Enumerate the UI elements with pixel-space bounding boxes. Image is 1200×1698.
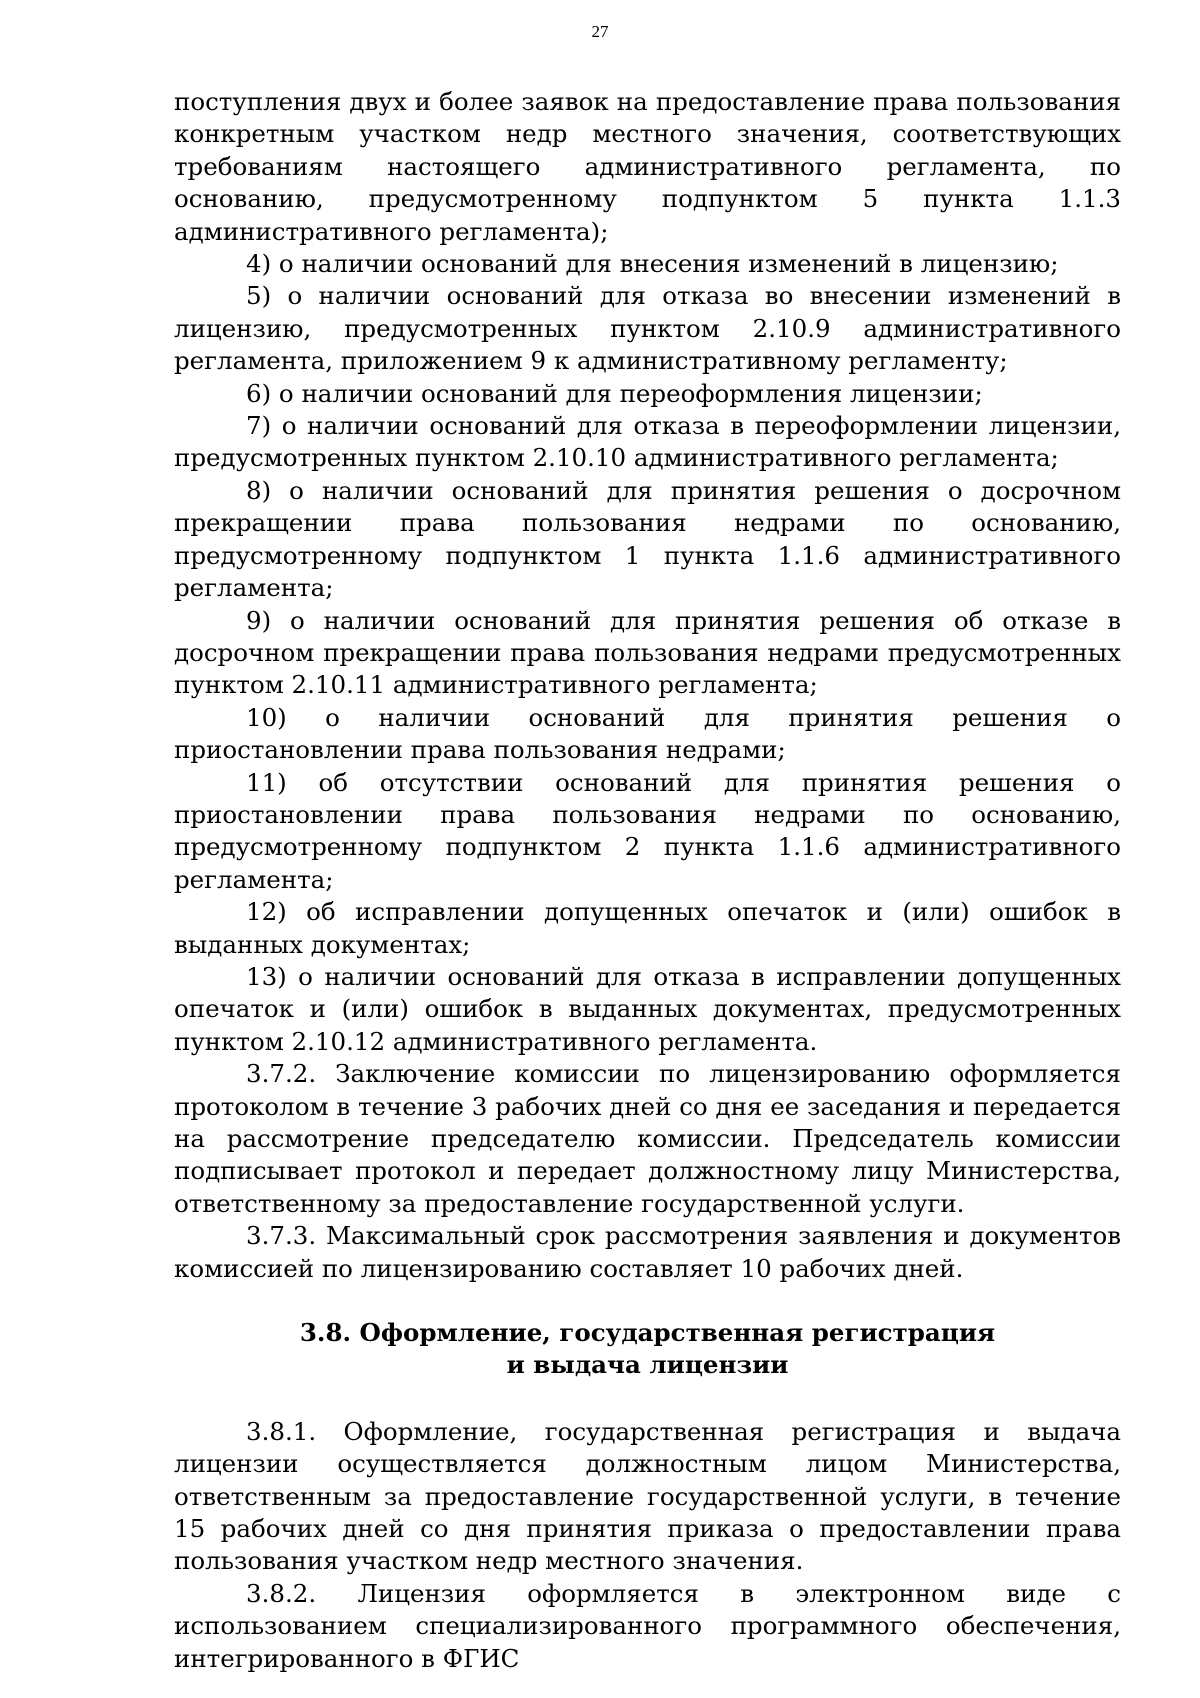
section-heading-line-2: и выдача лицензии — [506, 1350, 789, 1380]
document-body — [174, 86, 1121, 1675]
paragraph-3-7-3: 3.7.3. Максимальный срок рассмотрения заявления и документов комиссией по лицензированию составляет 10 рабочих дней. — [174, 1221, 1121, 1283]
paragraphs-after — [174, 1416, 1121, 1675]
list-item-7: 7) о наличии оснований для отказа в переоформлении лицензии, предусмотренных пунктом 2.10.10 административного регламента; — [174, 411, 1121, 473]
list-item-10: 10) о наличии оснований для принятия решения о приостановлении права пользования недрами; — [174, 702, 1121, 765]
paragraph-3-8-2: 3.8.2. Лицензия оформляется в электронном виде с использованием специализированного программного обеспечения, интегрированного в ФГИС — [174, 1578, 1121, 1673]
list-item-8: 8) о наличии оснований для принятия решения о досрочном прекращении права пользования недрами по основанию, предусмотренному подпунктом 1 пункта 1.1.6 административного регламента; — [174, 475, 1121, 603]
list-item-6: 6) о наличии оснований для переоформления лицензии; — [246, 378, 983, 408]
list-item-11: 11) об отсутствии оснований для принятия решения о приостановлении права пользования недрами по основанию, предусмотренному подпунктом 2 пункта 1.1.6 административного регламента; — [174, 767, 1121, 894]
section-heading — [174, 1285, 1121, 1416]
list-item-13: 13) о наличии оснований для отказа в исправлении допущенных опечаток и (или) ошибок в выданных документах, предусмотренных пунктом 2.10.12 административного регламента. — [174, 961, 1121, 1056]
list-item-4: 4) о наличии оснований для внесения изменений в лицензию; — [246, 249, 1059, 279]
list-item-12: 12) об исправлении допущенных опечаток и (или) ошибок в выданных документах; — [174, 897, 1121, 959]
list-item-5: 5) о наличии оснований для отказа во внесении изменений в лицензию, предусмотренных пунктом 2.10.9 административного регламента, приложением 9 к административному регламенту; — [174, 281, 1121, 376]
paragraph-continuation: поступления двух и более заявок на предоставление права пользования конкретным участком недр местного значения, соответствующих требованиям настоящего административного регламента, по основанию, предусмотренному подпунктом 5 пункта 1.1.3 административного регламента); — [174, 87, 1121, 246]
page-number: 27 — [591, 22, 609, 41]
paragraphs-before — [174, 86, 1121, 1285]
list-item-9: 9) о наличии оснований для принятия решения об отказе в досрочном прекращении права пользования недрами предусмотренных пунктом 2.10.11 административного регламента; — [174, 605, 1121, 700]
paragraph-3-8-1: 3.8.1. Оформление, государственная регистрация и выдача лицензии осуществляется должностным лицом Министерства, ответственным за предоставление государственной услуги, в течение 15 рабочих дней со дня принятия приказа о предоставлении права пользования участком недр местного значения. — [174, 1416, 1121, 1576]
paragraph-3-7-2: 3.7.2. Заключение комиссии по лицензированию оформляется протоколом в течение 3 рабочих дней со дня ее заседания и передается на рассмотрение председателю комиссии. Председатель комиссии подписывает протокол и передает должностному лицу Министерства, ответственному за предоставление государственной услуги. — [174, 1059, 1121, 1218]
section-heading-line-1: 3.8. Оформление, государственная регистрация — [299, 1318, 996, 1348]
